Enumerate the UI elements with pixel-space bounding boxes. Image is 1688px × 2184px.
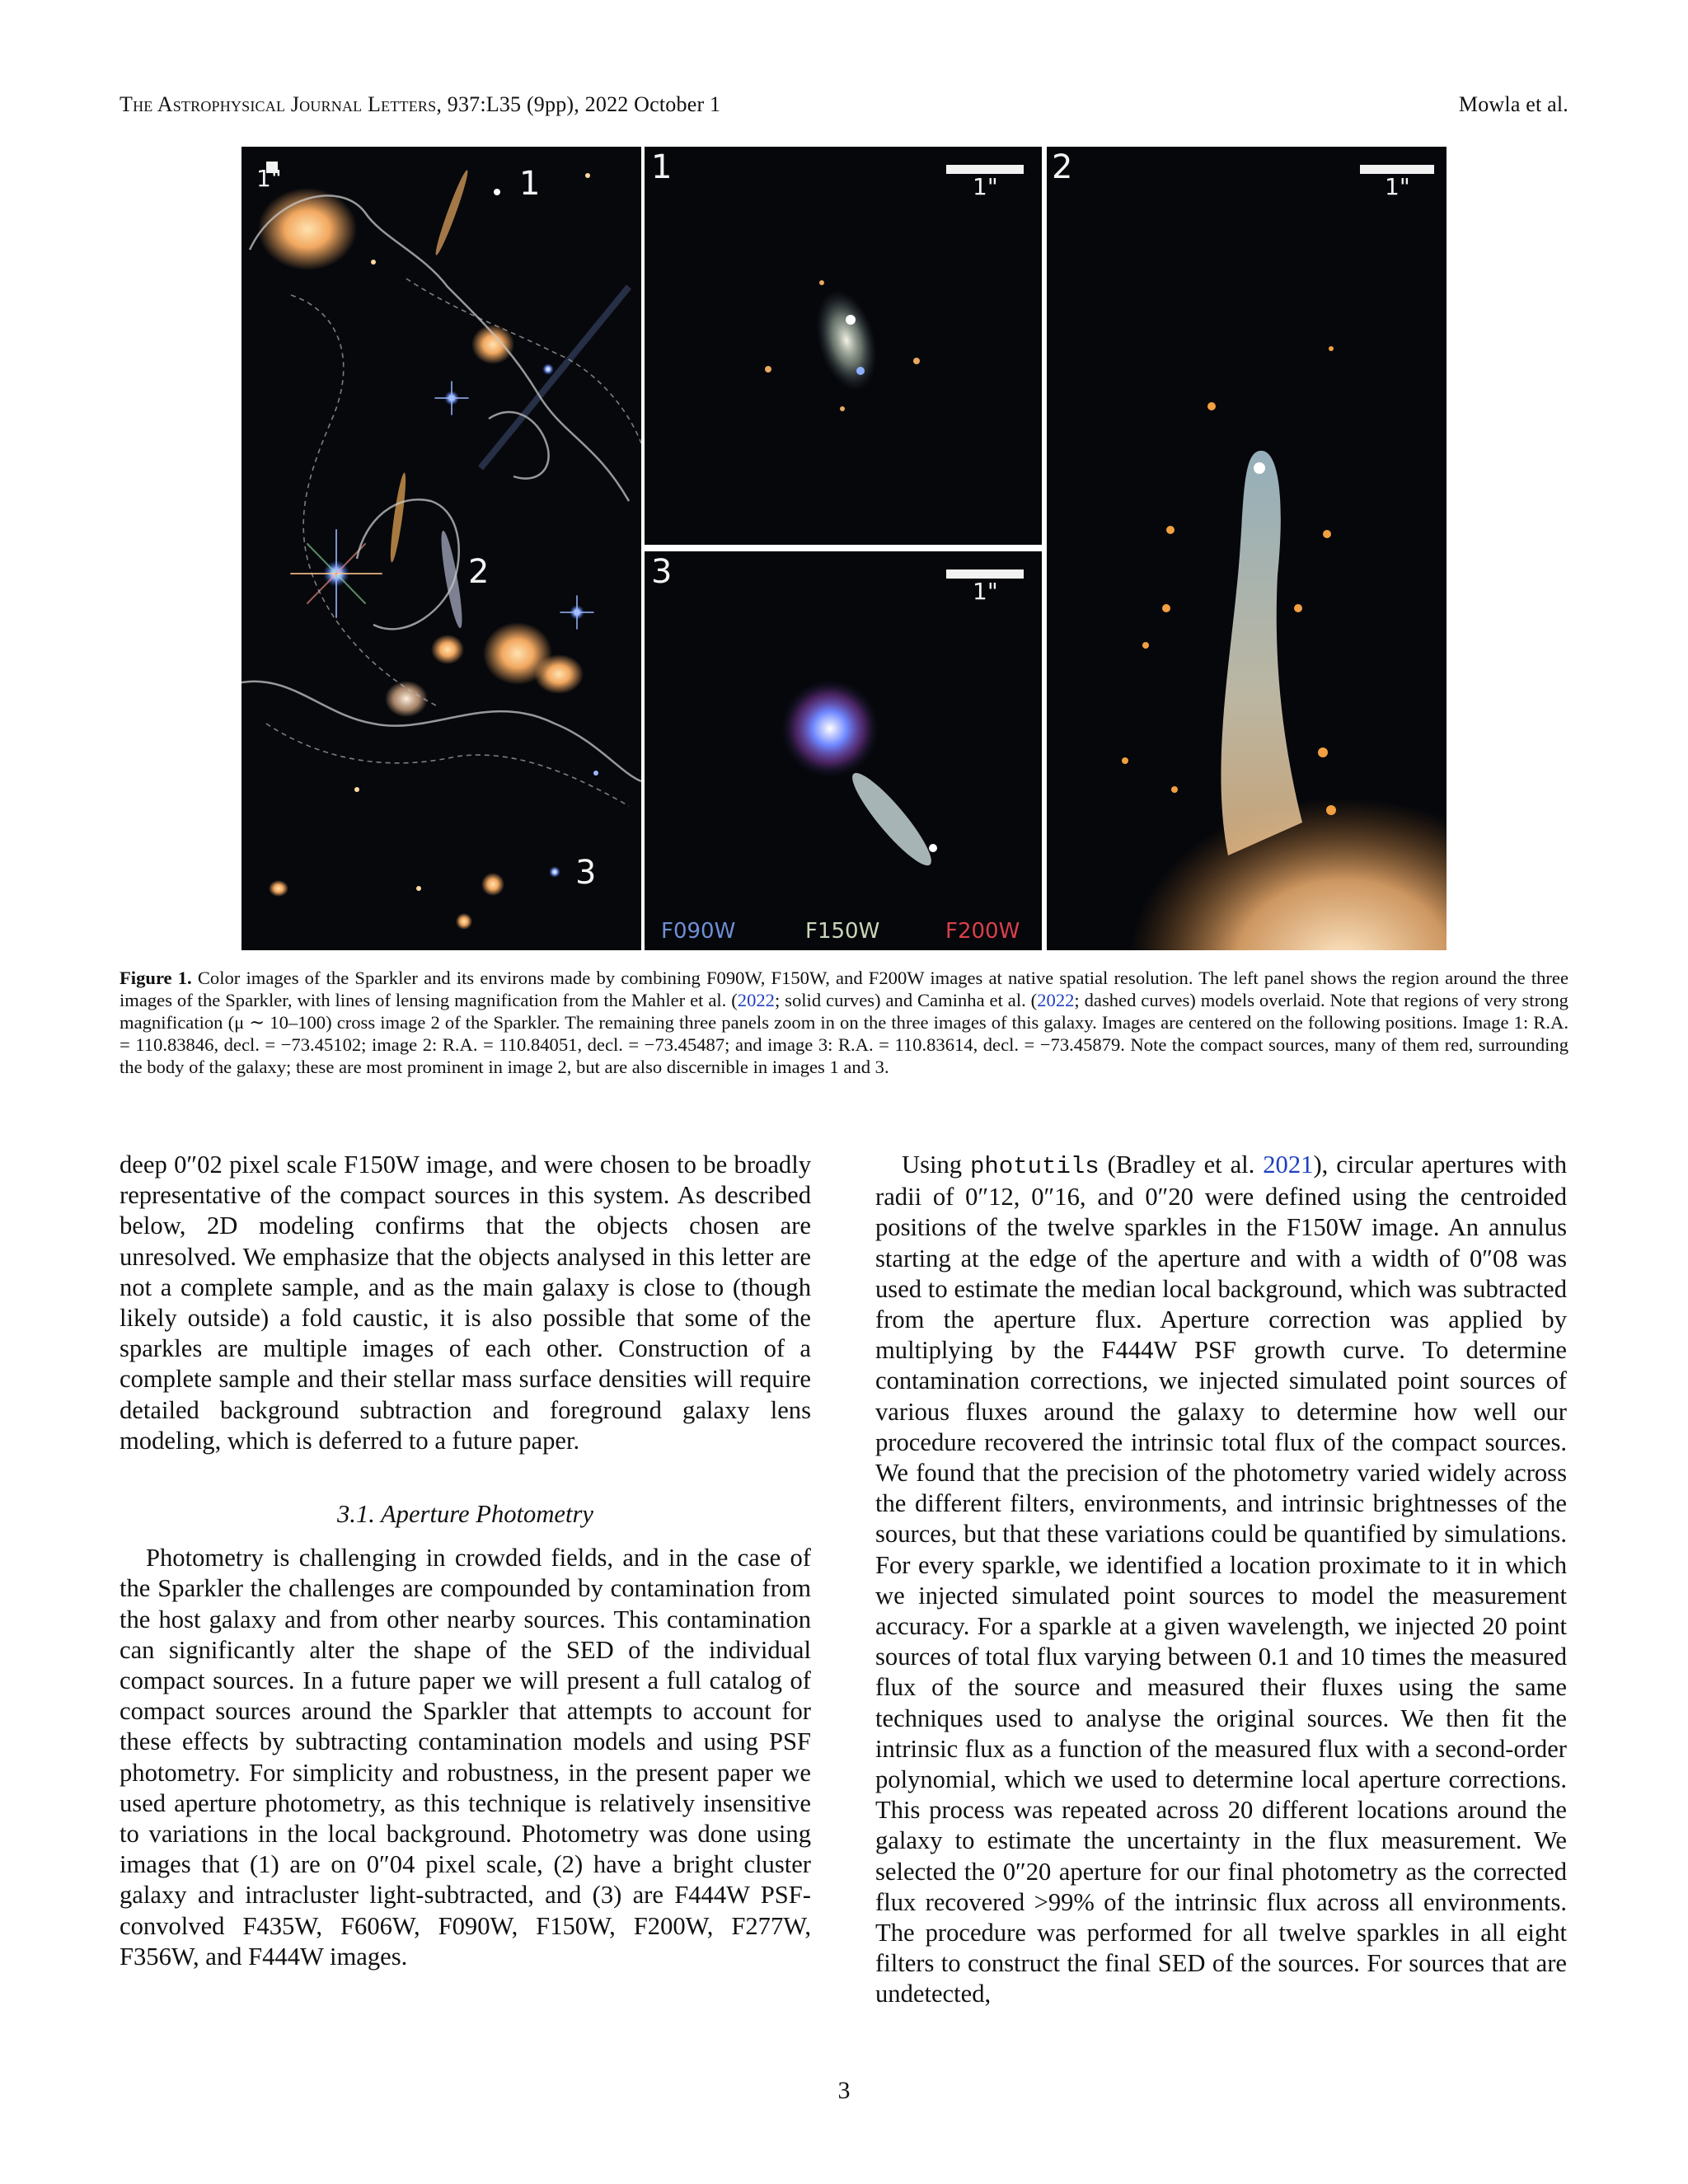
overview-scale-label: 1" — [256, 165, 282, 192]
code-photutils: photutils — [970, 1153, 1100, 1180]
zoom-image-2 — [1047, 147, 1447, 950]
journal-volume: , 937:L35 (9pp), 2022 October 1 — [436, 92, 721, 116]
overview-panel — [241, 147, 641, 950]
zoom-image-1 — [645, 147, 1042, 545]
left-column — [120, 1150, 811, 1972]
figure-caption — [120, 967, 1568, 1078]
journal-citation — [120, 92, 720, 117]
left-paragraph-2: Photometry is challenging in crowded fields, and in the case of the Sparkler the challenges are compounded by contamination from the host galaxy and from other nearby sources. This contamination can significantly alter the shape of the SED of the individual compact sources. In a future paper we will present a full catalog of compact sources around the Sparkler that attempts to account for these effects by subtracting contamination models and using PSF photometry. For simplicity and robustness, in the present paper we used aperture photometry, as this technique is relatively insensitive to variations in the local background. Photometry was done using images that (1) are on 0″04 pixel scale, (2) have a bright cluster galaxy and intracluster light-subtracted, and (3) are F444W PSF-convolved F435W, F606W, F090W, F150W, F200W, F277W, F356W, and F444W images. — [120, 1544, 811, 1971]
caption-text-2: ; solid curves) and Caminha et al. ( — [774, 990, 1038, 1010]
zoom3-scale-label: 1" — [973, 578, 998, 605]
zoom2-number: 2 — [1052, 148, 1073, 186]
zoom-image-3 — [645, 551, 1042, 950]
citation-link-mahler[interactable]: 2022 — [737, 990, 775, 1010]
overview-label-3: 3 — [575, 854, 597, 892]
filter-label-f090w: F090W — [661, 919, 736, 944]
zoom2-scale-label: 1" — [1385, 173, 1410, 200]
right-paragraph — [875, 1150, 1567, 2010]
journal-name: The Astrophysical Journal Letters — [120, 92, 437, 116]
citation-link-bradley[interactable]: 2021 — [1263, 1151, 1314, 1179]
zoom3-number: 3 — [651, 553, 673, 591]
right-cite-pre: (Bradley et al. — [1099, 1151, 1264, 1179]
running-authors: Mowla et al. — [1458, 92, 1568, 116]
caption-label: Figure 1. — [120, 968, 192, 988]
caption-text-1: Color images of the Sparkler and its environs made by combining F090W, F150W, and F200W images at native spatial resolution. The left panel shows the region around the three images of the Sparkler, with lines of lensing magnification from the Mahler et al. ( — [120, 968, 1568, 1010]
left-paragraph-1: deep 0″02 pixel scale F150W image, and were chosen to be broadly representative of the compact sources in this system. As described below, 2D modeling confirms that the objects chosen are unresolved. We emphasize that the objects analysed in this letter are not a complete sample, and as the main galaxy is close to (though likely outside) a fold caustic, it is also possible that some of the sparkles are multiple images of each other. Construction of a complete sample and their stellar mass surface densities will require detailed background subtraction and foreground galaxy lens modeling, which is deferred to a future paper. — [120, 1151, 811, 1455]
zoom1-number: 1 — [651, 148, 673, 186]
zoom-panel-1 — [645, 147, 1042, 545]
zoom1-scale-label: 1" — [973, 173, 998, 200]
citation-link-caminha[interactable]: 2022 — [1037, 990, 1075, 1010]
right-paragraph-text: ), circular apertures with radii of 0″12, 0″16, and 0″20 were defined using the centroided positions of the twelve sparkles in the F150W image. An annulus starting at the edge of the aperture and with a width of 0″08 was used to estimate the median local background, which was subtracted from the aperture flux. Aperture correction was applied by multiplying by the F444W PSF growth curve. To determine contamination corrections, we injected simulated point sources of various fluxes around the galaxy to determine how well our procedure recovered the intrinsic total flux of the compact sources. We found that the precision of the photometry varied widely across the different filters, environments, and intrinsic brightnesses of the sources, but that these variations could be quantified by simulations. For every sparkle, we identified a location proximate to it in which we injected simulated point sources to model the measurement accuracy. For a sparkle at a given wavelength, we injected 20 point sources of total flux varying between 0.1 and 10 times the measured flux of the source and measured their fluxes using the same techniques used to analyse the original sources. We then fit the intrinsic flux as a function of the measured flux with a second-order polynomial, which we used to determine local aperture corrections. This process was repeated across 20 different locations around the galaxy to estimate the uncertainty in the flux measurement. We selected the 0″20 aperture for our final photometry as the corrected flux recovered >99% of the intrinsic flux across all environments. The procedure was performed for all twelve sparkles in all eight filters to construct the final SED of the sources. For sources that are undetected, — [875, 1151, 1567, 2008]
filter-label-f150w: F150W — [805, 919, 880, 944]
zoom-panel-3 — [645, 551, 1042, 950]
overview-label-2: 2 — [468, 553, 490, 591]
zoom-panel-2 — [1047, 147, 1447, 950]
right-lead: Using — [902, 1151, 971, 1179]
filter-label-f200w: F200W — [945, 919, 1020, 944]
overview-label-1: 1 — [519, 165, 541, 203]
overview-image — [241, 147, 641, 950]
right-column — [875, 1150, 1567, 2010]
caption-text-3: ; dashed curves) models overlaid. Note that regions of very strong magnification (μ ∼ 10–100) cross image 2 of the Sparkler. The remaining three panels zoom in on the three images of this galaxy. Images are centered on the following positions. Image 1: R.A. = 110.83846, decl. = −73.45102; image 2: R.A. = 110.84051, decl. = −73.45487; and image 3: R.A. = 110.83614, decl. = −73.45879. Note the compact sources, many of them red, surrounding the body of the galaxy; these are most prominent in image 2, but are also discernible in images 1 and 3. — [120, 990, 1568, 1077]
section-title: 3.1. Aperture Photometry — [337, 1500, 593, 1529]
page-number: 3 — [837, 2077, 851, 2104]
figure-1 — [241, 147, 1447, 950]
running-head — [120, 92, 1568, 125]
